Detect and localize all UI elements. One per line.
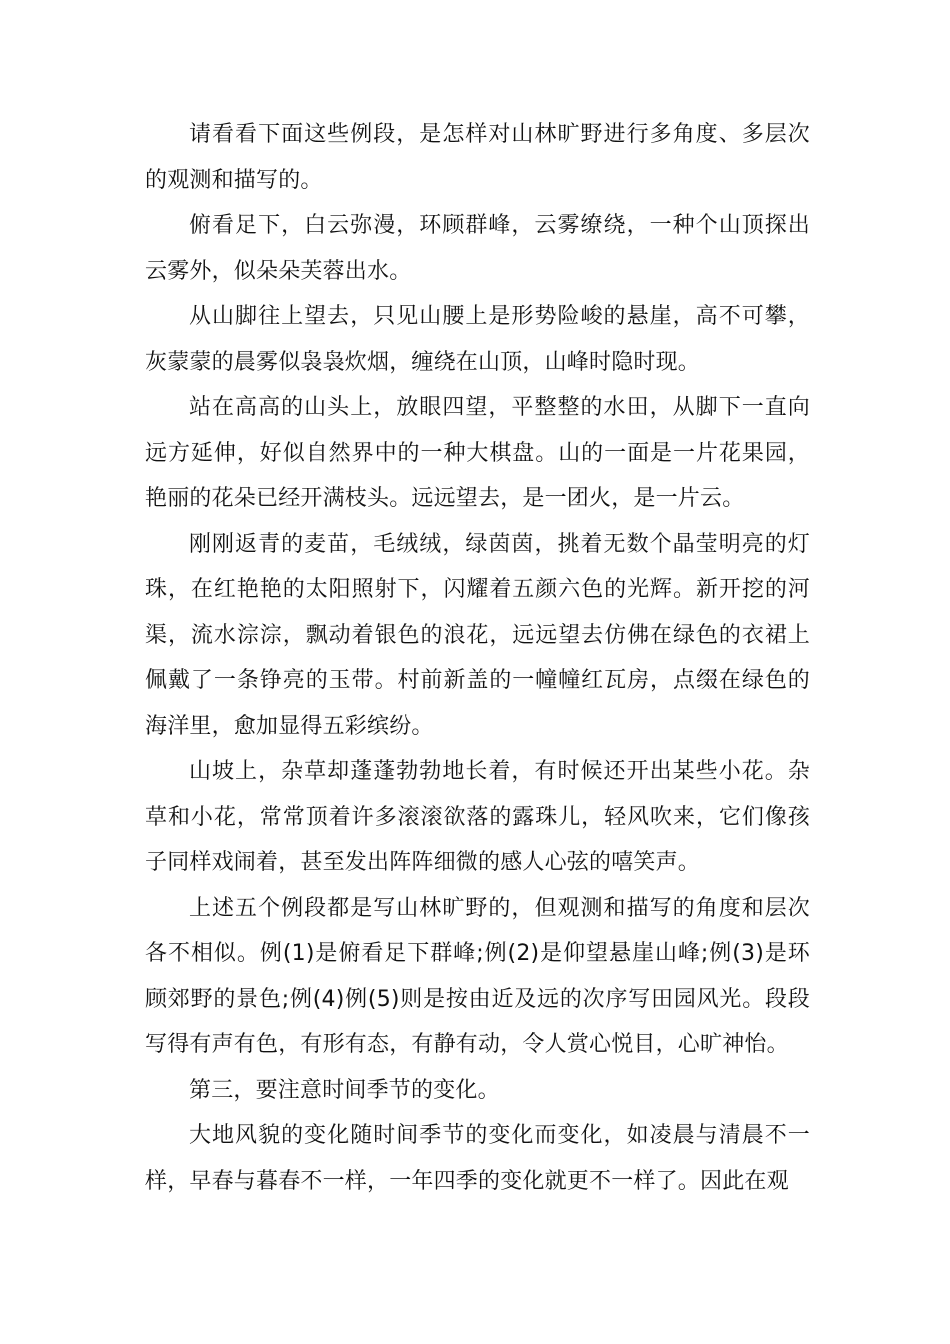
- paragraph: 请看看下面这些例段，是怎样对山林旷野进行多角度、多层次的观测和描写的。: [145, 122, 810, 193]
- paragraph: 山坡上，杂草却蓬蓬勃勃地长着，有时候还开出某些小花。杂草和小花，常常顶着许多滚滚欲落的露珠儿，轻风吹来，它们像孩子同样戏闹着，甚至发出阵阵细微的感人心弦的嘻笑声。: [145, 759, 810, 875]
- document-body: [145, 112, 810, 1204]
- paragraph: 第三，要注意时间季节的变化。: [189, 1077, 500, 1103]
- paragraph: 大地风貌的变化随时间季节的变化而变化，如凌晨与清晨不一样，早春与暮春不一样，一年四季的变化就更不一样了。因此在观: [145, 1123, 810, 1194]
- paragraph: 从山脚往上望去，只见山腰上是形势险峻的悬崖，高不可攀，灰蒙蒙的晨雾似袅袅炊烟，缠绕在山顶，山峰时隐时现。: [145, 304, 810, 375]
- paragraph: 上述五个例段都是写山林旷野的，但观测和描写的角度和层次各不相似。例(1)是俯看足下群峰;例(2)是仰望悬崖山峰;例(3)是环顾郊野的景色;例(4)例(5)则是按由近及远的次序写田园风光。段段写得有声有色，有形有态，有静有动，令人赏心悦目，心旷神怡。: [145, 895, 810, 1057]
- paragraph: 俯看足下，白云弥漫，环顾群峰，云雾缭绕，一种个山顶探出云雾外，似朵朵芙蓉出水。: [145, 213, 810, 284]
- paragraph: 刚刚返青的麦苗，毛绒绒，绿茵茵，挑着无数个晶莹明亮的灯珠，在红艳艳的太阳照射下，闪耀着五颜六色的光辉。新开挖的河渠，流水淙淙，飘动着银色的浪花，远远望去仿佛在绿色的衣裙上佩戴了一条铮亮的玉带。村前新盖的一幢幢红瓦房，点缀在绿色的海洋里，愈加显得五彩缤纷。: [145, 531, 810, 739]
- paragraph: 站在高高的山头上，放眼四望，平整整的水田，从脚下一直向远方延伸，好似自然界中的一种大棋盘。山的一面是一片花果园，艳丽的花朵已经开满枝头。远远望去，是一团火，是一片云。: [145, 395, 810, 511]
